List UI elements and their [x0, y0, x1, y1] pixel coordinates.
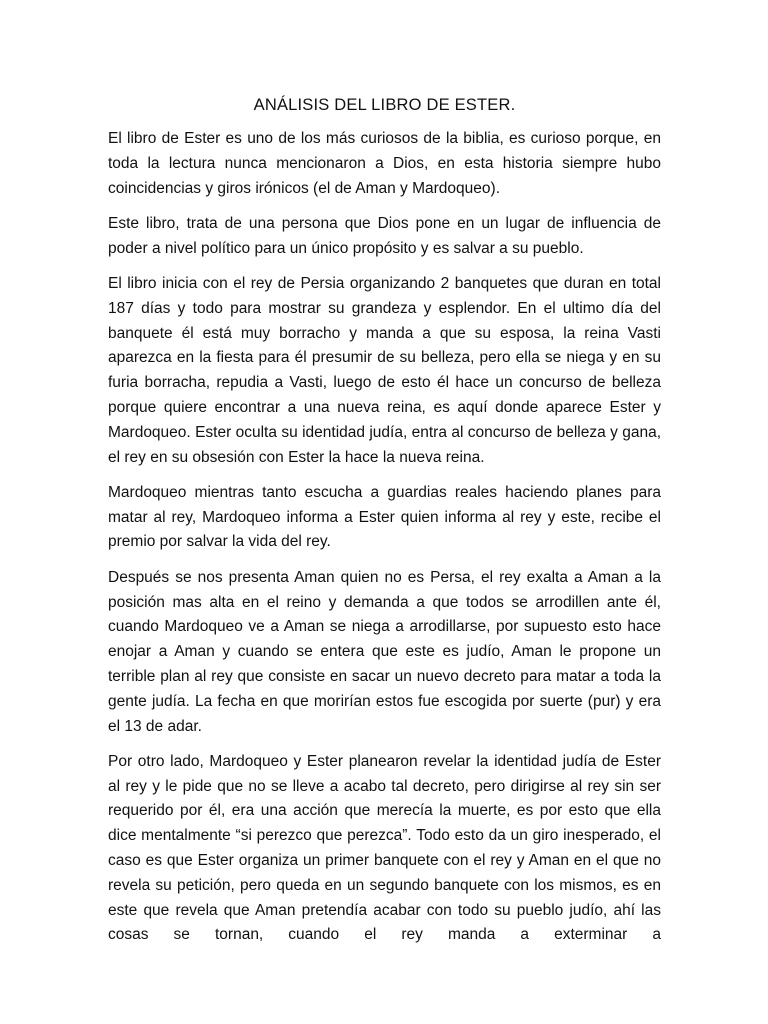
paragraph-aman: Después se nos presenta Aman quien no es Persa, el rey exalta a Aman a la posición mas alta en el reino y demanda a que todos se arrodillen ante él, cuando Mardoqueo ve a Aman se niega a arrodillarse, por supuesto esto hace enojar a Aman y cuando se entera que este es judío, Aman le propone un terrible plan al rey que consiste en sacar un nuevo decreto para matar a toda la gente judía. La fecha en que morirían estos fue escogida por suerte (pur) y era el 13 de adar.	[108, 568, 661, 735]
document-title: ANÁLISIS DEL LIBRO DE ESTER.	[253, 96, 516, 114]
paragraph-banquets: El libro inicia con el rey de Persia organizando 2 banquetes que duran en total 187 días y todo para mostrar su grandeza y esplendor. En el ultimo día del banquete él está muy borracho y manda a que su esposa, la reina Vasti aparezca en la fiesta para él presumir de su belleza, pero ella se niega y en su furia borracha, repudia a Vasti, luego de esto él hace un concurso de belleza porque quiere encontrar a una nueva reina, es aquí donde aparece Ester y Mardoqueo. Ester oculta su identidad judía, entra al concurso de belleza y gana, el rey en su obsesión con Ester la hace la nueva reina.	[108, 274, 661, 466]
paragraph-guards: Mardoqueo mientras tanto escucha a guardias reales haciendo planes para matar al rey, Mardoqueo informa a Ester quien informa al rey y este, recibe el premio por salvar la vida del rey.	[108, 483, 661, 551]
paragraph-purpose: Este libro, trata de una persona que Dios pone en un lugar de influencia de poder a nivel político para un único propósito y es salvar a su pueblo.	[108, 214, 661, 257]
document-body	[108, 93, 661, 948]
paragraph-esther-plan: Por otro lado, Mardoqueo y Ester planearon revelar la identidad judía de Ester al rey y le pide que no se lleve a acabo tal decreto, pero dirigirse al rey sin ser requerido por él, era una acción que merecía la muerte, es por esto que ella dice mentalmente “si perezco que perezca”. Todo esto da un giro inesperado, el caso es que Ester organiza un primer banquete con el rey y Aman en el que no revela su petición, pero queda en un segundo banquete con los mismos, es en este que revela que Aman pretendía acabar con todo su pueblo judío, ahí las cosas se tornan, cuando el rey manda a exterminar a	[108, 752, 661, 944]
paragraph-intro: El libro de Ester es uno de los más curiosos de la biblia, es curioso porque, en toda la lectura nunca mencionaron a Dios, en esta historia siempre hubo coincidencias y giros irónicos (el de Aman y Mardoqueo).	[108, 130, 661, 197]
